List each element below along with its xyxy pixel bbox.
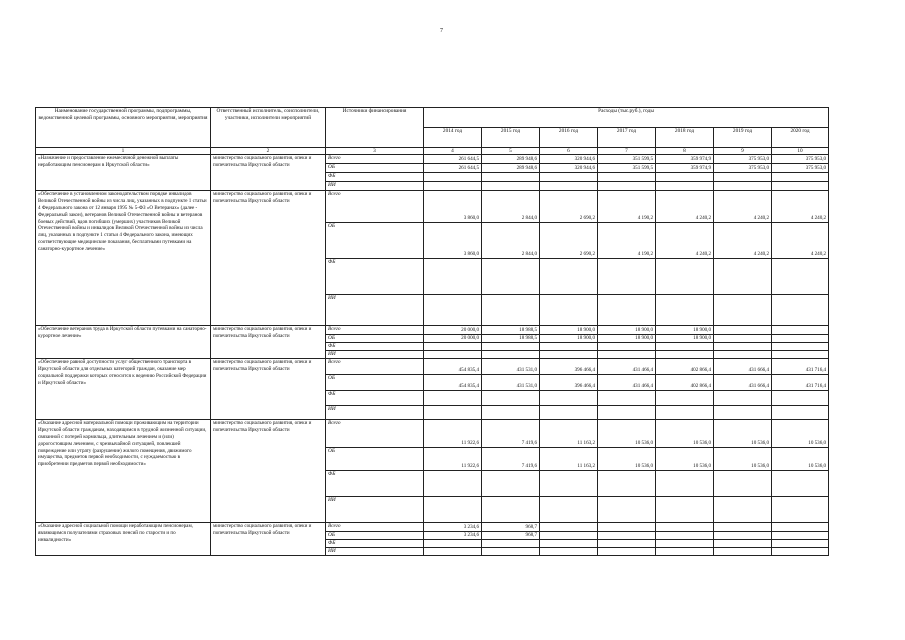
expense-value [772, 182, 829, 191]
funding-source: ИИ [326, 497, 424, 523]
table-row [36, 191, 829, 223]
expense-value: 3 234,6 [424, 523, 482, 532]
column-number-row [36, 148, 829, 155]
expense-value: 431 466,4 [598, 359, 656, 375]
expense-value: 4 190,2 [598, 191, 656, 223]
expense-value [772, 173, 829, 182]
funding-source: ОБ [326, 164, 424, 173]
expense-value: 10 536,0 [656, 448, 714, 471]
expense-value [482, 540, 540, 548]
column-number: 2 [211, 148, 326, 155]
expense-value [540, 532, 598, 540]
expense-value [714, 259, 772, 295]
column-number: 5 [482, 148, 540, 155]
expense-value: 10 536,0 [656, 420, 714, 448]
expense-value: 431 666,4 [714, 359, 772, 375]
expense-value [772, 391, 829, 406]
expense-value [482, 471, 540, 497]
expense-value [482, 343, 540, 351]
expense-value [540, 523, 598, 532]
expense-value: 396 466,4 [540, 375, 598, 391]
expense-value: 320 944,6 [540, 164, 598, 173]
funding-source: ИИ [326, 182, 424, 191]
expense-value [598, 523, 656, 532]
expense-value: 11 163,2 [540, 448, 598, 471]
expense-value: 10 536,0 [772, 448, 829, 471]
expense-value [540, 391, 598, 406]
expense-value [424, 351, 482, 359]
expense-value [772, 259, 829, 295]
expense-value [656, 548, 714, 556]
expense-value: 454 835,4 [424, 359, 482, 375]
funding-source: ФБ [326, 343, 424, 351]
funding-source: ОБ [326, 375, 424, 391]
expense-value: 10 536,0 [598, 420, 656, 448]
expense-value [772, 548, 829, 556]
expense-value [424, 391, 482, 406]
expense-value [772, 295, 829, 326]
expense-value [598, 471, 656, 497]
expense-value [656, 497, 714, 523]
expense-value [424, 497, 482, 523]
expense-value: 18 988,5 [482, 326, 540, 335]
expense-value [598, 343, 656, 351]
expense-value: 261 644,5 [424, 155, 482, 164]
expense-value [598, 540, 656, 548]
funding-source: ФБ [326, 391, 424, 406]
expense-value [482, 548, 540, 556]
expense-value [714, 335, 772, 343]
table-row [36, 420, 829, 448]
measure-name: «Обеспечение ветеранов труда в Иркутской области путевками на санаторно-курортное лечение» [36, 326, 211, 359]
expense-value [656, 259, 714, 295]
expense-value [598, 548, 656, 556]
expense-value [598, 532, 656, 540]
funding-source: ОБ [326, 223, 424, 259]
expense-value [772, 540, 829, 548]
expense-value: 2 844,0 [482, 191, 540, 223]
executor: министерство социального развития, опеки и попечительства Иркутской области [211, 326, 326, 359]
expense-value [540, 548, 598, 556]
funding-source: ФБ [326, 471, 424, 497]
expense-value: 431 531,0 [482, 375, 540, 391]
column-number: 7 [598, 148, 656, 155]
expense-value [482, 259, 540, 295]
expense-value: 4 240,2 [714, 223, 772, 259]
expense-value: 18 900,0 [598, 326, 656, 335]
expense-value: 4 240,2 [772, 191, 829, 223]
expense-value [540, 351, 598, 359]
measure-name: «Обеспечение в установленном законодательством порядке инвалидов Великой Отечественной войны из числа лиц, указанных в подпункте 1 статьи 4 Федерального закона от 12 января 1995 № 5-ФЗ «О Ветеранах» (далее - Федеральный закон), ветеранов Великой Отечественной войны и ветеранов боевых действий, вдов погибших (умерших) участников Великой Отечественной войны и инвалидов Великой Отечественной войны из числа лиц, указанных в подпункте 1 статьи 4 Федерального закона, имеющих соответствующие медицинские показания, бесплатными путевками на санаторно-курортное лечение» [36, 191, 211, 326]
expense-value [598, 497, 656, 523]
funding-source: ФБ [326, 173, 424, 182]
expense-value [772, 343, 829, 351]
measure-name: «Оказание адресной материальной помощи проживающим на территории Иркутской области гражданам, находящимся в трудной жизненной ситуации, связанной с потерей кормильца, длительным лечением и (или) дорогостоящим лечением, с чрезвычайной ситуацией, повлекшей повреждение или утрату (разрушение) жилого помещения, движимого имущества, предметов первой необходимости, с нуждаемостью в приобретении предметов первой необходимости» [36, 420, 211, 523]
header-year: 2014 год [424, 128, 482, 148]
expense-value [598, 259, 656, 295]
expense-value: 4 240,2 [656, 223, 714, 259]
header-source: Источники финансирования [326, 108, 424, 148]
header-expenses: Расходы (тыс.руб.), годы [424, 108, 829, 128]
expense-value: 18 900,0 [540, 326, 598, 335]
expense-value: 375 953,0 [772, 164, 829, 173]
expense-value: 431 466,4 [598, 375, 656, 391]
expense-value [714, 548, 772, 556]
expense-value [540, 343, 598, 351]
expense-value: 18 988,5 [482, 335, 540, 343]
expense-value [772, 335, 829, 343]
expense-value: 375 953,0 [772, 155, 829, 164]
expense-value: 10 536,0 [772, 420, 829, 448]
expense-value [598, 173, 656, 182]
expense-value [714, 182, 772, 191]
expense-value: 7 419,6 [482, 420, 540, 448]
column-number: 9 [714, 148, 772, 155]
expense-value [424, 406, 482, 420]
expense-value [540, 182, 598, 191]
executor: министерство социального развития, опеки и попечительства Иркутской области [211, 523, 326, 556]
expense-value [424, 343, 482, 351]
funding-source: ФБ [326, 540, 424, 548]
column-number: 3 [326, 148, 424, 155]
expense-value: 431 716,4 [772, 375, 829, 391]
expense-value: 968,7 [482, 523, 540, 532]
expense-value [482, 497, 540, 523]
expense-value [772, 351, 829, 359]
measure-name: «Оказание адресной социальной помощи неработающим пенсионерам, являющимся получателями страховых пенсий по старости и по инвалидности» [36, 523, 211, 556]
expense-value: 4 240,2 [656, 191, 714, 223]
expense-value: 375 953,0 [714, 155, 772, 164]
column-number: 1 [36, 148, 211, 155]
expense-value: 7 419,6 [482, 448, 540, 471]
executor: министерство социального развития, опеки и попечительства Иркутской области [211, 420, 326, 523]
expense-value: 18 900,0 [656, 326, 714, 335]
expense-value [482, 295, 540, 326]
expense-value: 11 922,6 [424, 448, 482, 471]
budget-table [35, 107, 829, 556]
expense-value [598, 406, 656, 420]
funding-source: ИИ [326, 295, 424, 326]
expense-value [772, 532, 829, 540]
expense-value: 20 000,0 [424, 335, 482, 343]
expense-value [598, 391, 656, 406]
expense-value: 320 944,6 [540, 155, 598, 164]
expense-value [656, 471, 714, 497]
expense-value: 396 466,4 [540, 359, 598, 375]
column-number: 10 [772, 148, 829, 155]
expense-value [714, 523, 772, 532]
expense-value [714, 326, 772, 335]
expense-value [540, 406, 598, 420]
expense-value: 10 536,0 [714, 448, 772, 471]
header-year: 2019 год [714, 128, 772, 148]
funding-source: Всего [326, 359, 424, 375]
expense-value: 20 000,0 [424, 326, 482, 335]
executor: министерство социального развития, опеки и попечительства Иркутской области [211, 191, 326, 326]
expense-value [714, 540, 772, 548]
expense-value [540, 540, 598, 548]
expense-value: 431 531,0 [482, 359, 540, 375]
expense-value: 11 163,2 [540, 420, 598, 448]
expense-value [772, 523, 829, 532]
expense-value [598, 295, 656, 326]
funding-source: ОБ [326, 532, 424, 540]
expense-value: 261 644,5 [424, 164, 482, 173]
expense-value: 454 835,4 [424, 375, 482, 391]
expense-value: 2 690,2 [540, 191, 598, 223]
expense-value [656, 351, 714, 359]
expense-value [656, 182, 714, 191]
header-year: 2018 год [656, 128, 714, 148]
expense-value: 968,7 [482, 532, 540, 540]
expense-value [714, 351, 772, 359]
expense-value [540, 173, 598, 182]
expense-value [714, 497, 772, 523]
expense-value [598, 351, 656, 359]
expense-value [656, 295, 714, 326]
column-number: 4 [424, 148, 482, 155]
header-year: 2015 год [482, 128, 540, 148]
expense-value [424, 295, 482, 326]
column-number: 8 [656, 148, 714, 155]
expense-value [714, 532, 772, 540]
table-row [36, 155, 829, 164]
funding-source: Всего [326, 420, 424, 448]
expense-value: 18 900,0 [540, 335, 598, 343]
table-body [36, 155, 829, 556]
header-year: 2017 год [598, 128, 656, 148]
expense-value: 4 240,2 [772, 223, 829, 259]
expense-value [424, 548, 482, 556]
expense-value [482, 351, 540, 359]
expense-value: 351 599,5 [598, 155, 656, 164]
table-row [36, 523, 829, 532]
header-year: 2016 год [540, 128, 598, 148]
expense-value: 359 974,9 [656, 155, 714, 164]
funding-source: ОБ [326, 448, 424, 471]
expense-value: 18 900,0 [656, 335, 714, 343]
expense-value [714, 343, 772, 351]
expense-value: 10 536,0 [598, 448, 656, 471]
expense-value: 10 536,0 [714, 420, 772, 448]
expense-value [772, 406, 829, 420]
funding-source: Всего [326, 191, 424, 223]
table-row [36, 326, 829, 335]
expense-value [656, 173, 714, 182]
expense-value [714, 173, 772, 182]
expense-value [656, 391, 714, 406]
expense-value: 351 599,5 [598, 164, 656, 173]
funding-source: Всего [326, 155, 424, 164]
expense-value: 3 860,0 [424, 191, 482, 223]
funding-source: ИИ [326, 351, 424, 359]
expense-value: 431 716,4 [772, 359, 829, 375]
expense-value: 18 900,0 [598, 335, 656, 343]
expense-value [482, 391, 540, 406]
expense-value: 2 690,2 [540, 223, 598, 259]
measure-name: «Назначение и предоставление ежемесячной денежной выплаты неработающим пенсионерам в Иркутской области» [36, 155, 211, 191]
expense-value [772, 471, 829, 497]
expense-value [714, 391, 772, 406]
funding-source: ИИ [326, 406, 424, 420]
funding-source: ФБ [326, 259, 424, 295]
expense-value [598, 182, 656, 191]
expense-value [424, 259, 482, 295]
expense-value [540, 497, 598, 523]
expense-value [714, 406, 772, 420]
expense-value [482, 182, 540, 191]
expense-value [656, 343, 714, 351]
expense-value [656, 406, 714, 420]
header-name: Наименование государственной программы, подпрограммы, ведомственной целевой программы, основного мероприятия, мероприятия [36, 108, 211, 148]
funding-source: Всего [326, 326, 424, 335]
expense-value [424, 173, 482, 182]
expense-value [540, 471, 598, 497]
expense-value [424, 182, 482, 191]
expense-value: 4 240,2 [714, 191, 772, 223]
expense-value [656, 540, 714, 548]
expense-value [714, 295, 772, 326]
expense-value: 3 860,0 [424, 223, 482, 259]
expense-value [540, 295, 598, 326]
executor: министерство социального развития, опеки и попечительства Иркутской области [211, 155, 326, 191]
funding-source: ИИ [326, 548, 424, 556]
expense-value: 2 844,0 [482, 223, 540, 259]
executor: министерство социального развития, опеки и попечительства Иркутской области [211, 359, 326, 420]
expense-value [424, 471, 482, 497]
expense-value [482, 406, 540, 420]
expense-value: 3 234,6 [424, 532, 482, 540]
header-executor: Ответственный исполнитель, соисполнители, участники, исполнители мероприятий [211, 108, 326, 148]
expense-value: 402 866,4 [656, 359, 714, 375]
expense-value [656, 523, 714, 532]
expense-value [482, 173, 540, 182]
expense-value [772, 326, 829, 335]
expense-value: 11 922,6 [424, 420, 482, 448]
expense-value [714, 471, 772, 497]
expense-value: 4 190,2 [598, 223, 656, 259]
expense-value [540, 259, 598, 295]
expense-value: 431 666,4 [714, 375, 772, 391]
expense-value [424, 540, 482, 548]
expense-value [656, 532, 714, 540]
expense-value: 289 948,6 [482, 155, 540, 164]
header-year: 2020 год [772, 128, 829, 148]
measure-name: «Обеспечение равной доступности услуг общественного транспорта в Иркутской области для отдельных категорий граждан, оказание мер социальной поддержки которых относится к ведению Российской Федерации и Иркутской области» [36, 359, 211, 420]
expense-value: 402 866,4 [656, 375, 714, 391]
expense-value: 359 974,9 [656, 164, 714, 173]
column-number: 6 [540, 148, 598, 155]
table-row [36, 359, 829, 375]
funding-source: ОБ [326, 335, 424, 343]
funding-source: Всего [326, 523, 424, 532]
expense-value: 289 948,6 [482, 164, 540, 173]
page-number: 7 [440, 28, 443, 34]
expense-value: 375 953,0 [714, 164, 772, 173]
expense-value [772, 497, 829, 523]
